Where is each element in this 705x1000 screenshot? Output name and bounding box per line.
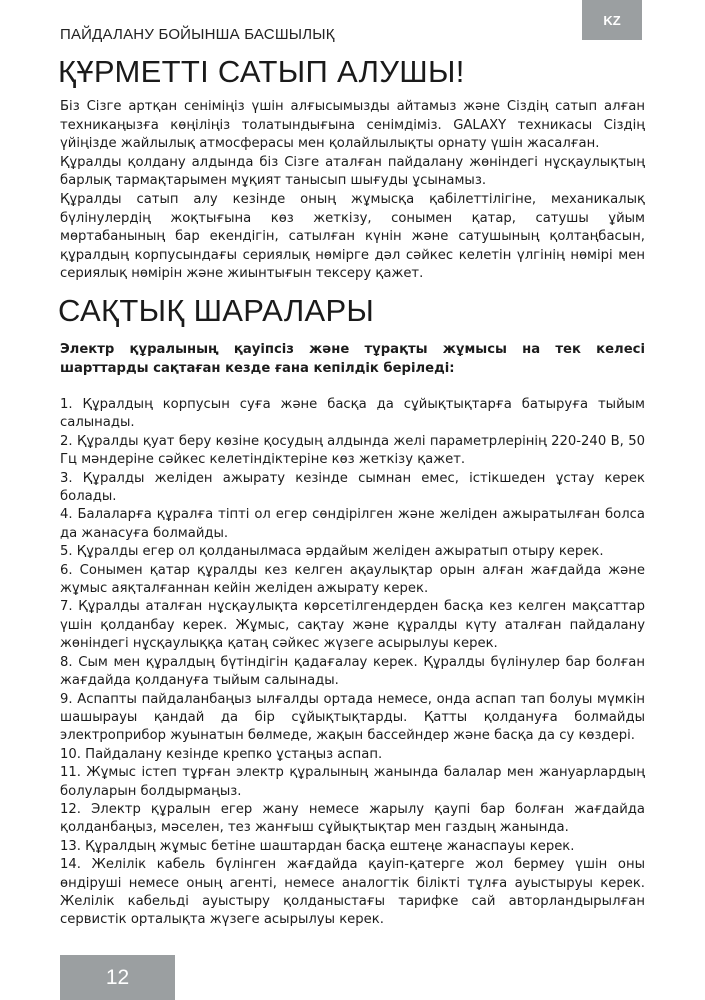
page-number: 12 xyxy=(60,955,175,1000)
language-tab: KZ xyxy=(582,0,642,40)
safety-rule: 14. Желілік кабель бүлінген жағдайда қауіп-қатерге жол бермеу үшін оны өндіруші немесе оның агенті, немесе аналогтік білікті тұлға ауыстыруы керек. Желілік кабельді ауыстыру қолданыстағы тарифке сай авторландырылған сервистік орталықта жүзеге асырылуы керек. xyxy=(60,857,645,928)
intro-paragraph: Құралды қолдану алдында біз Сізге аталған пайдалану жөніндегі нұсқаулықтың барлық тармақтарымен мұқият танысып шығуды ұсынамыз. xyxy=(60,154,645,189)
safety-rule: 6. Сонымен қатар құралды кез келген ақаулықтар орын алған жағдайда және жұмыс аяқталғаннан кейін желіден ажырату керек. xyxy=(60,562,645,597)
safety-rule: 10. Пайдалану кезінде крепко ұстаңыз аспап. xyxy=(60,746,383,762)
safety-rule: 2. Құралды қуат беру көзіне қосудың алдында желі параметрлерінің 220-240 В, 50 Гц мәндеріне сәйкес келетіндіктеріне көз жеткізу қажет. xyxy=(60,433,645,468)
safety-rule: 9. Аспапты пайдаланбаңыз ылғалды ортада немесе, онда аспап тап болуы мүмкін шашырауы қандай да бір сұйықтықтарды. Қатты қолдануға болмайды электроприбор жуынатын бөлмеде, жақын бассейндер және басқа да су көздері. xyxy=(60,691,645,744)
safety-rule: 12. Электр құралын егер жану немесе жарылу қаупі бар болған жағдайда қолданбаңыз, мәселен, тез жанғыш сұйықтықтар мен газдың жанында. xyxy=(60,801,645,836)
intro-paragraph: Біз Сізге артқан сеніміңіз үшін алғысымызды айтамыз және Сіздің сатып алған техникаңызға көңіліңіз толатындығына сенімдіміз. GALAXY техникасы Сіздің үйіңізде жайлылық атмосферасы мен қолайлылықты орнату үшін жасалған. xyxy=(60,99,645,152)
safety-rule: 1. Құралдың корпусын суға және басқа да сұйықтықтарға батыруға тыйым салынады. xyxy=(60,397,645,431)
safety-rule: 3. Құралды желіден ажырату кезінде сымнан емес, істікшеден ұстау керек болады. xyxy=(60,470,645,505)
safety-lead: Электр құралының қауіпсіз және тұрақты жұмысы на тек келесі шарттарды сақтаған кезде ғана кепілдік беріледі: xyxy=(60,342,645,376)
greeting-title: ҚҰРМЕТТІ САТЫП АЛУШЫ! xyxy=(58,54,465,89)
safety-title: САҚТЫҚ ШАРАЛАРЫ xyxy=(58,293,375,328)
intro-section xyxy=(60,98,645,284)
safety-rules-list xyxy=(60,396,645,930)
safety-rule: 8. Сым мен құралдың бүтіндігін қадағалау керек. Құралды бүлінулер бар болған жағдайда қолдануға тыйым салынады. xyxy=(60,654,645,689)
running-header: ПАЙДАЛАНУ БОЙЫНША БАСШЫЛЫҚ xyxy=(60,26,335,43)
safety-rule: 11. Жұмыс істеп тұрған электр құралының жанында балалар мен жануарлардың болуларын болдырмаңыз. xyxy=(60,765,645,799)
safety-rule: 5. Құралды егер ол қолданылмаса әрдайым желіден ажыратып отыру керек. xyxy=(60,544,604,560)
intro-paragraph: Құралды сатып алу кезінде оның жұмысқа қабілеттілігіне, механикалық бүлінулердің жоқтығына көз жеткізу, сонымен қатар, сатушы ұйым мөртабанының бар екендігін, сатылған күнін және сатушының қолтаңбасын, құралдың корпусындағы сериялық нөмірге дәл сәйкес келетін үлгінің нөмірі мен сериялық нөмірін және жиынтығын тексеру қажет. xyxy=(60,191,645,282)
safety-rule: 7. Құралды аталған нұсқаулықта көрсетілгендерден басқа кез келген мақсаттар үшін қолданбау керек. Жұмыс, сақтау және құралды күту аталған пайдалану жөніндегі нұсқаулыққа қатаң сәйкес жүзеге асырылуы керек. xyxy=(60,599,645,652)
safety-rule: 4. Балаларға құралға тіпті ол егер сөндірілген және желіден ажыратылған болса да жанасуға болмайды. xyxy=(60,507,645,541)
safety-rule: 13. Құралдың жұмыс бетіне шаштардан басқа ештеңе жанаспауы керек. xyxy=(60,838,575,854)
